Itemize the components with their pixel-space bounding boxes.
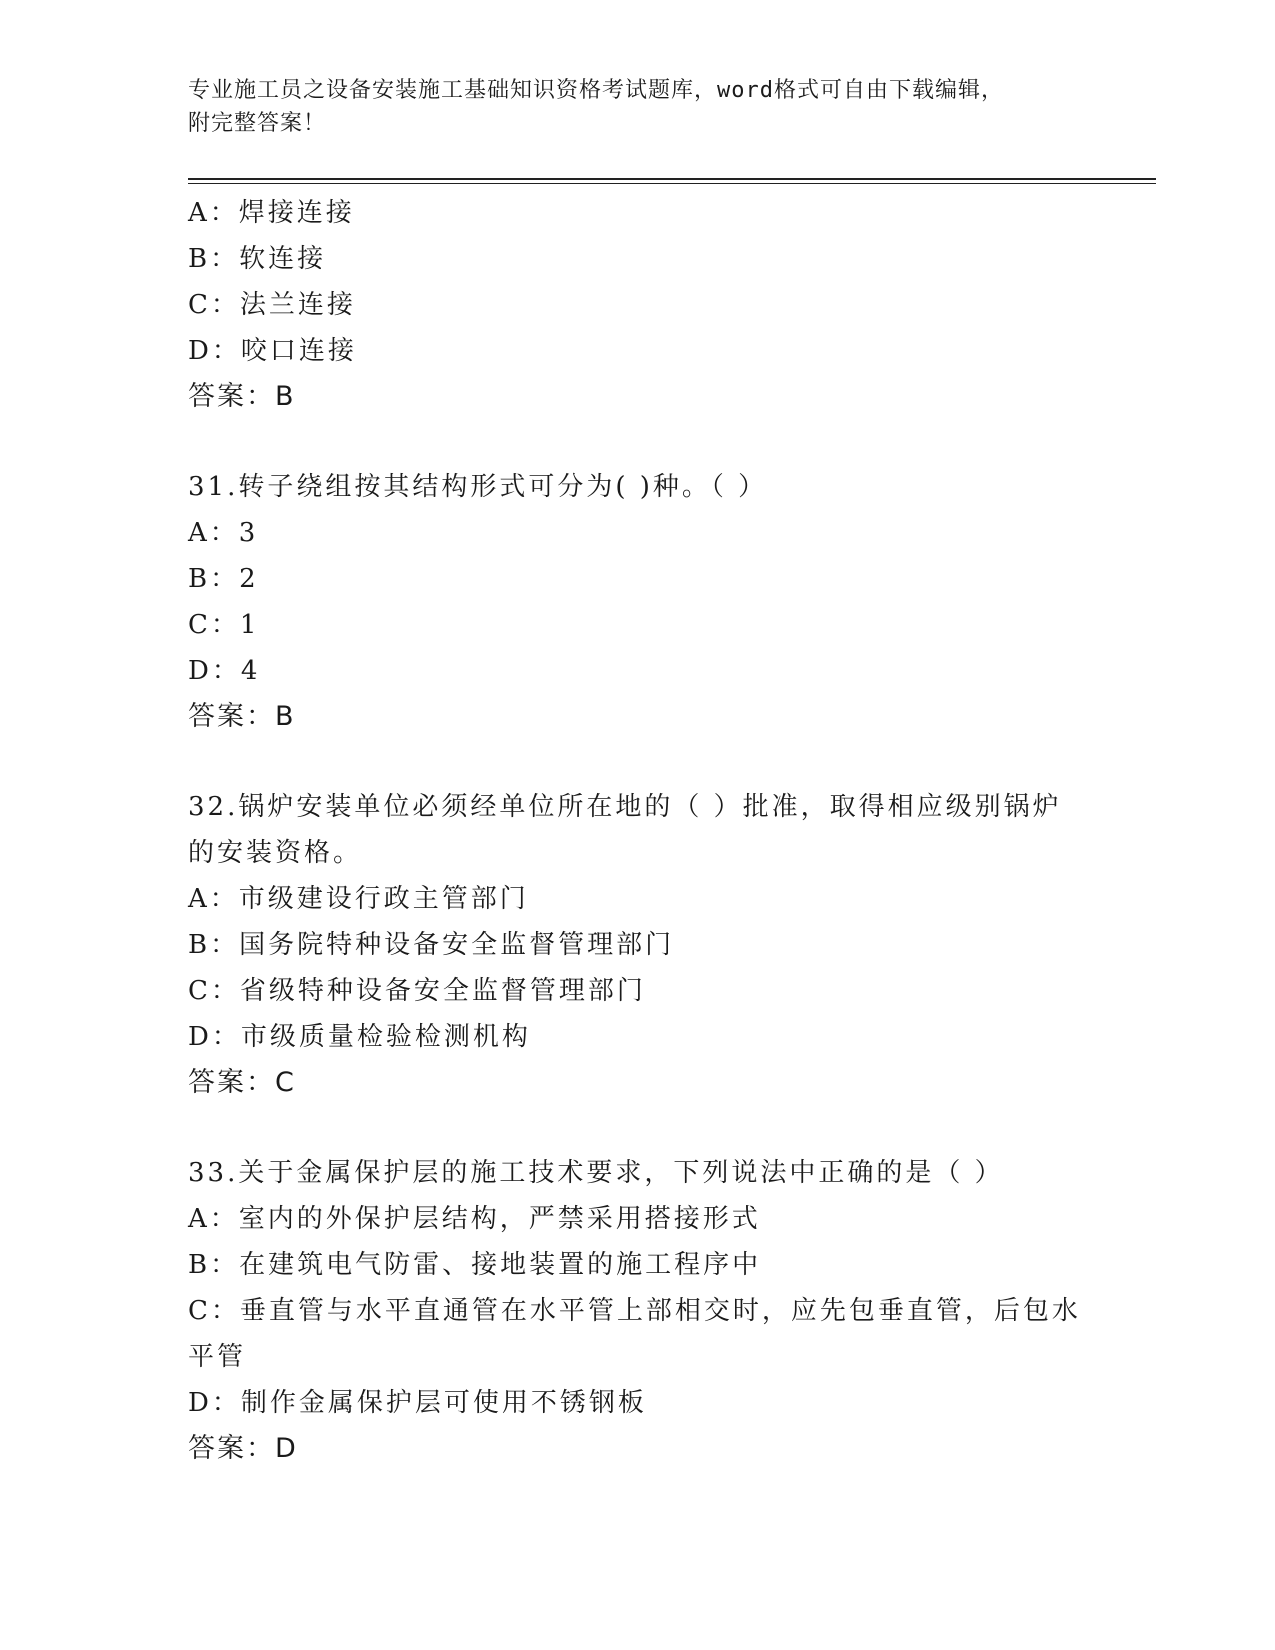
option-d: D：4 — [188, 656, 261, 686]
spacer — [188, 1106, 1088, 1150]
question-block-32 — [188, 784, 1088, 1106]
option-a: A：3 — [188, 518, 259, 548]
option-d: D：市级质量检验检测机构 — [188, 1022, 531, 1052]
option-c-line-2: 平管 — [188, 1342, 247, 1372]
header-rule-thick — [188, 178, 1156, 180]
question-stem-line-1: 32.锅炉安装单位必须经单位所在地的（ ）批准，取得相应级别锅炉 — [188, 792, 1062, 822]
answer: 答案：B — [188, 701, 296, 732]
option-a: A：室内的外保护层结构，严禁采用搭接形式 — [188, 1204, 761, 1234]
header-rule-thin — [188, 183, 1156, 184]
answer: 答案：C — [188, 1067, 296, 1098]
option-d: D：制作金属保护层可使用不锈钢板 — [188, 1388, 647, 1418]
option-a: A：市级建设行政主管部门 — [188, 884, 529, 914]
option-c-line-1: C：垂直管与水平直通管在水平管上部相交时，应先包垂直管，后包水 — [188, 1296, 1081, 1326]
answer: 答案：D — [188, 1433, 298, 1464]
option-b: B：2 — [188, 564, 259, 594]
question-block-31 — [188, 464, 1088, 740]
option-b: B：软连接 — [188, 244, 327, 274]
option-c: C：省级特种设备安全监督管理部门 — [188, 976, 646, 1006]
spacer — [188, 740, 1088, 784]
option-b: B：在建筑电气防雷、接地装置的施工程序中 — [188, 1250, 762, 1280]
question-stem: 33.关于金属保护层的施工技术要求，下列说法中正确的是（ ） — [188, 1158, 1004, 1188]
question-block-prev — [188, 190, 1088, 420]
option-c: C：法兰连接 — [188, 290, 356, 320]
option-a: A：焊接连接 — [188, 198, 355, 228]
option-d: D：咬口连接 — [188, 336, 357, 366]
spacer — [188, 420, 1088, 464]
question-stem-line-2: 的安装资格。 — [188, 838, 363, 868]
question-stem: 31.转子绕组按其结构形式可分为( )种。（ ） — [188, 472, 768, 502]
answer: 答案：B — [188, 381, 296, 412]
option-c: C：1 — [188, 610, 260, 640]
page-header — [188, 74, 1068, 140]
question-block-33 — [188, 1150, 1088, 1472]
header-line-2: 附完整答案！ — [188, 111, 327, 136]
question-content — [188, 190, 1088, 1472]
option-b: B：国务院特种设备安全监督管理部门 — [188, 930, 675, 960]
header-line-1: 专业施工员之设备安装施工基础知识资格考试题库，word格式可自由下载编辑， — [188, 78, 1004, 103]
